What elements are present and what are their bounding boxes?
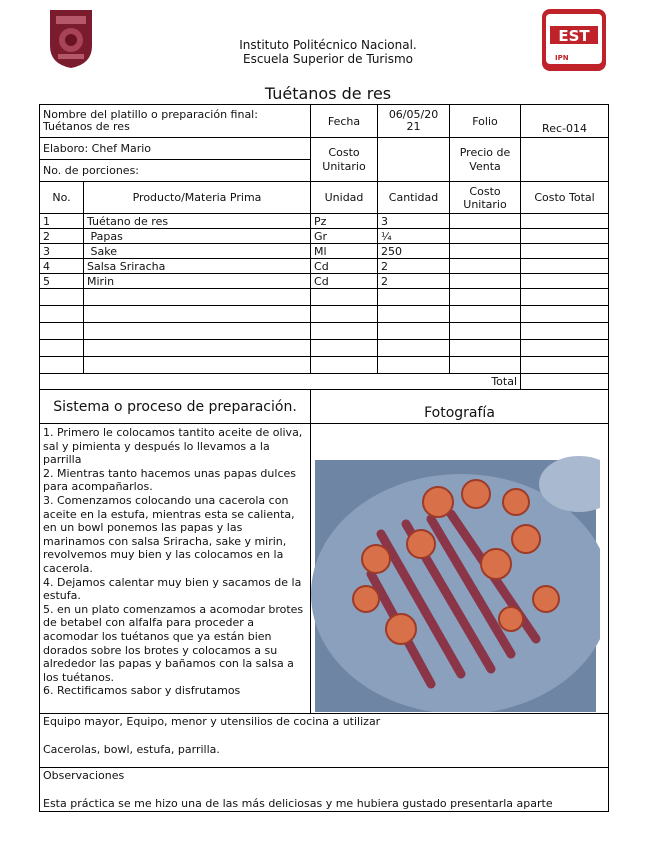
dish-photo-cell <box>311 424 609 714</box>
svg-text:IPN: IPN <box>555 54 569 62</box>
total-value <box>521 374 609 390</box>
equipment-label: Equipo mayor, Equipo, menor y utensilios de cocina a utilizar <box>43 715 381 728</box>
equipment-cell <box>40 714 609 768</box>
dish-photo <box>311 424 600 712</box>
total-row <box>40 374 609 390</box>
row-no: 1 <box>40 214 84 229</box>
svg-text:EST: EST <box>558 27 590 45</box>
porciones-cell: No. de porciones: <box>40 160 311 182</box>
col-header-costo-total: Costo Total <box>521 182 609 214</box>
row-unidad: Gr <box>311 229 378 244</box>
row-no: 2 <box>40 229 84 244</box>
est-logo <box>541 8 607 72</box>
process-steps: 1. Primero le colocamos tantito aceite de oliva, sal y pimienta y después lo llevamos a la parrilla 2. Mientras tanto hacemos unas papas dulces para acompañarlos. 3. Comenzamos colocando una cacerola con aceite en la estufa, mientras esta se calienta, en un bowl ponemos las papas y las marinamos con salsa Sriracha, sake y mirin, revolvemos muy bien y las colocamos en la cacerola. 4. Dejamos calentar muy bien y sacamos de la estufa. 5. en un plato comenzamos a acomodar brotes de betabel con alfalfa para proceder a acomodar los tuétanos que ya están bien dorados sobre los brotes y colocamos a su alrededor las papas y bañamos con la salsa a los tuétanos. 6. Rectificamos sabor y disfrutamos <box>40 424 311 714</box>
table-row <box>40 229 609 244</box>
row-producto: Salsa Sriracha <box>84 259 311 274</box>
row-cantidad: 250 <box>378 244 450 259</box>
document-title: Tuétanos de res <box>264 84 392 103</box>
row-unidad: Ml <box>311 244 378 259</box>
table-row <box>40 214 609 229</box>
row-no: 5 <box>40 274 84 289</box>
precio-venta-value <box>521 138 609 182</box>
row-producto: Tuétano de res <box>84 214 311 229</box>
row-cantidad: 3 <box>378 214 450 229</box>
table-row <box>40 274 609 289</box>
observations-value: Esta práctica se me hizo una de las más deliciosas y me hubiera gustado presentarla aparte <box>43 797 553 810</box>
elaboro-cell: Elaboro: Chef Mario <box>40 138 311 160</box>
total-label: Total <box>40 374 521 390</box>
row-producto: Papas <box>84 229 311 244</box>
row-cantidad: ¼ <box>378 229 450 244</box>
costo-unitario-value <box>378 138 450 182</box>
col-header-costo-unitario: Costo Unitario <box>450 182 521 214</box>
row-producto: Sake <box>84 244 311 259</box>
row-unidad: Cd <box>311 274 378 289</box>
table-row-empty <box>40 323 609 340</box>
dish-label: Nombre del platillo o preparación final: <box>43 108 258 121</box>
fecha-label: Fecha <box>311 105 378 138</box>
observations-label: Observaciones <box>43 769 125 782</box>
row-unidad: Pz <box>311 214 378 229</box>
table-row <box>40 244 609 259</box>
school-name: Escuela Superior de Turismo <box>243 52 413 66</box>
dish-name: Tuétanos de res <box>43 120 130 133</box>
precio-venta-label: Precio de Venta <box>450 138 521 182</box>
table-row-empty <box>40 357 609 374</box>
row-producto: Mirin <box>84 274 311 289</box>
costo-unitario-label: Costo Unitario <box>311 138 378 182</box>
fecha-value: 06/05/20 21 <box>378 105 450 138</box>
row-no: 4 <box>40 259 84 274</box>
ipn-logo <box>46 6 96 70</box>
row-cantidad: 2 <box>378 274 450 289</box>
folio-value: Rec-014 <box>521 105 609 138</box>
row-no: 3 <box>40 244 84 259</box>
dish-name-cell <box>40 105 311 138</box>
row-unidad: Cd <box>311 259 378 274</box>
equipment-value: Cacerolas, bowl, estufa, parrilla. <box>43 743 220 756</box>
folio-label: Folio <box>450 105 521 138</box>
col-header-no: No. <box>40 182 84 214</box>
table-row <box>40 259 609 274</box>
table-row-empty <box>40 289 609 306</box>
col-header-cantidad: Cantidad <box>378 182 450 214</box>
table-row-empty <box>40 306 609 323</box>
photo-heading: Fotografía <box>311 390 609 424</box>
observations-cell <box>40 768 609 812</box>
institution-name: Instituto Politécnico Nacional. <box>239 38 417 52</box>
row-cantidad: 2 <box>378 259 450 274</box>
col-header-unidad: Unidad <box>311 182 378 214</box>
recipe-table <box>39 104 609 812</box>
process-heading: Sistema o proceso de preparación. <box>40 390 311 424</box>
col-header-producto: Producto/Materia Prima <box>84 182 311 214</box>
table-row-empty <box>40 340 609 357</box>
